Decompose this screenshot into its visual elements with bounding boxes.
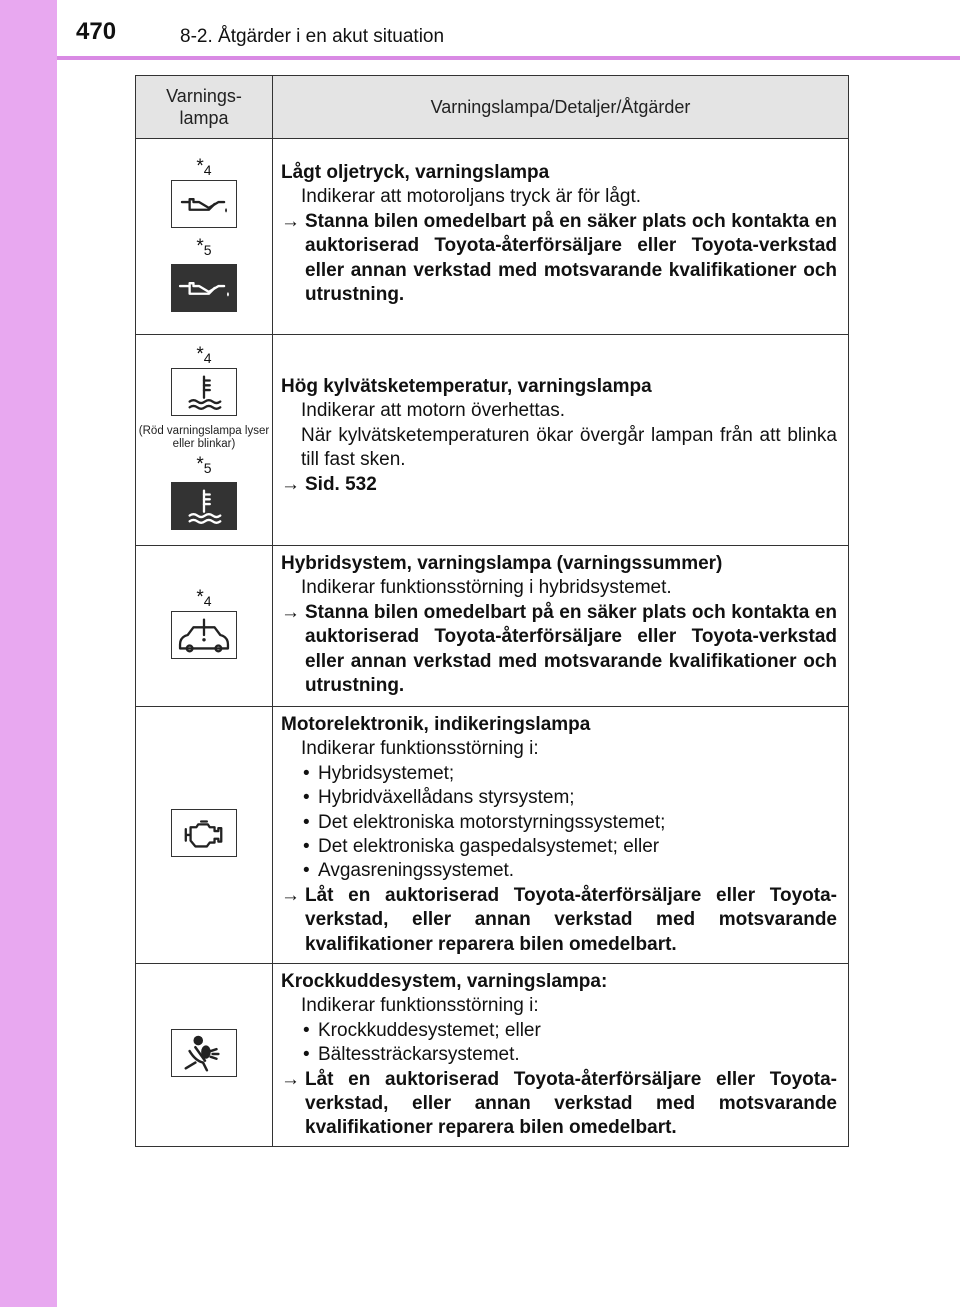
warning-description-2: När kylvätsketemperaturen ökar övergår lampan från att blinka till fast sken.: [301, 424, 837, 471]
detail-cell: [273, 139, 849, 335]
oil-pressure-icon: [171, 264, 237, 312]
footnote-marker: $*_5$: [196, 235, 212, 258]
footnote-marker: $*_4$: [196, 587, 212, 609]
detail-cell: [273, 546, 849, 707]
list-item: • Hybridsystemet;: [303, 762, 455, 784]
table-row: [136, 707, 849, 964]
list-item: • Hybridväxellådans styrsystem;: [303, 787, 575, 809]
section-title: 8-2. Åtgärder i en akut situation: [180, 26, 445, 47]
table-row: [136, 335, 849, 546]
list-item: • Avgasreningssystemet.: [303, 860, 515, 882]
list-item: • Krockkuddesystemet; eller: [303, 1019, 541, 1041]
header-rule: [57, 56, 960, 60]
warning-action: → Stanna bilen omedelbart på en säker plats och kontakta en auktoriserad Toyota-återförsäljare eller Toyota-verkstad eller annan verkstad med motsvarande kvalifikationer och utrustning.: [281, 210, 837, 306]
warning-description: Indikerar funktionsstörning i:: [301, 738, 539, 760]
warning-title: Hybridsystem, varningslampa (varningssummer): [281, 553, 723, 574]
airbag-icon: [171, 1029, 237, 1077]
warning-title: Lågt oljetryck, varningslampa: [281, 162, 550, 183]
warning-description: Indikerar att motoroljans tryck är för lågt.: [301, 186, 642, 208]
coolant-temperature-icon: [171, 482, 237, 530]
page-number: 470: [76, 18, 117, 45]
warning-action: → Låt en auktoriserad Toyota-återförsäljare eller Toyota-verkstad, eller annan verkstad med motsvarande kvalifikationer reparera bilen omedelbart.: [281, 884, 837, 955]
check-engine-icon: [171, 809, 237, 857]
coolant-temperature-icon: [171, 368, 237, 416]
footnote-marker: $*_4$: [196, 344, 212, 366]
table-row: [136, 964, 849, 1147]
lamp-note: (Röd varningslampa lyser eller blinkar): [138, 425, 270, 450]
lamp-cell: [136, 707, 273, 964]
detail-cell: [273, 707, 849, 964]
warning-title: Krockkuddesystem, varningslampa:: [281, 971, 608, 992]
warning-action: → Stanna bilen omedelbart på en säker plats och kontakta en auktoriserad Toyota-återförsäljare eller Toyota-verkstad eller annan verkstad med motsvarande kvalifikationer och utrustning.: [281, 601, 837, 697]
warning-description: Indikerar funktionsstörning i:: [301, 995, 539, 1017]
column-header-lamp: [136, 76, 273, 139]
lamp-cell: [136, 546, 273, 707]
hybrid-system-warning-icon: [171, 611, 237, 659]
warning-description: Indikerar funktionsstörning i hybridsystemet.: [301, 577, 672, 599]
warning-title: Motorelektronik, indikeringslampa: [281, 714, 591, 735]
side-band: [0, 0, 57, 1307]
footnote-marker: $*_5$: [196, 454, 212, 476]
column-header-details: Varningslampa/Detaljer/Åtgärder: [273, 76, 849, 139]
detail-cell: [273, 335, 849, 546]
table-header-row: [136, 76, 849, 139]
oil-pressure-icon: [171, 180, 237, 228]
lamp-cell: [136, 964, 273, 1147]
footnote-marker: $*_4$: [196, 155, 212, 178]
column-header-lamp-line2: lampa: [179, 108, 229, 128]
warning-action: → Sid. 532: [281, 473, 377, 495]
warning-action: → Låt en auktoriserad Toyota-återförsäljare eller Toyota-verkstad, eller annan verkstad med motsvarande kvalifikationer reparera bilen omedelbart.: [281, 1068, 837, 1139]
list-item: • Bältessträckarsystemet.: [303, 1044, 520, 1066]
list-item: • Det elektroniska gaspedalsystemet; eller: [303, 836, 660, 858]
table-row: [136, 139, 849, 335]
warning-description: Indikerar att motorn överhettas.: [301, 400, 566, 422]
table-row: [136, 546, 849, 707]
lamp-cell: [136, 335, 273, 546]
lamp-cell: [136, 139, 273, 335]
warning-title: Hög kylvätsketemperatur, varningslampa: [281, 376, 652, 397]
list-item: • Det elektroniska motorstyrningssystemet;: [303, 811, 666, 833]
detail-cell: [273, 964, 849, 1147]
warning-lamp-table: [135, 75, 849, 1147]
column-header-lamp-line1: Varnings-: [166, 86, 242, 106]
